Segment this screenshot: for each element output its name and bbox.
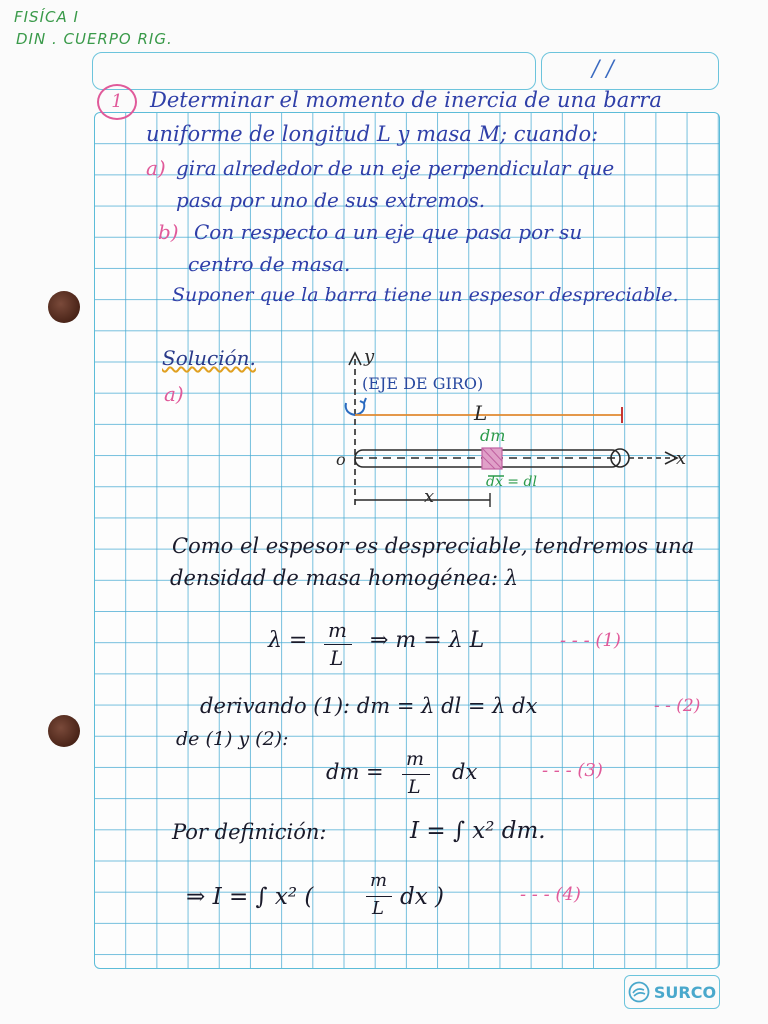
axis-caption: (EJE DE GIRO) xyxy=(362,374,484,393)
problem-note: Suponer que la barra tiene un espesor despreciable. xyxy=(172,284,679,306)
eq5-denominator: L xyxy=(372,898,384,919)
problem-line-1: Determinar el momento de inercia de una barra xyxy=(150,88,662,112)
dm-label: dm xyxy=(480,426,506,445)
x-distance-label: x xyxy=(424,486,435,507)
length-label: L xyxy=(474,401,488,425)
eq3-fraction-bar xyxy=(402,774,430,775)
derive-line: derivando (1): dm = λ dl = λ dx xyxy=(200,694,538,718)
solution-title: Solución. xyxy=(162,346,256,370)
x-axis-label: x xyxy=(676,448,687,469)
eq1-lhs: λ = xyxy=(268,628,308,653)
eq5-numerator: m xyxy=(370,870,388,891)
eq1-numerator: m xyxy=(328,618,347,642)
eq5-lhs: ⇒ I = ∫ x² ( xyxy=(186,884,314,910)
text-line-1: Como el espesor es despreciable, tendremos una xyxy=(172,534,695,558)
binder-hole-bottom xyxy=(48,715,80,747)
eq5-tag: - - - (4) xyxy=(520,884,581,905)
surco-logo-text: SURCO xyxy=(653,982,717,1002)
eq1-rhs: ⇒ m = λ L xyxy=(370,628,485,653)
eq4-main: I = ∫ x² dm. xyxy=(410,818,546,844)
date-marks: / / xyxy=(592,57,614,82)
eq5-rhs: dx ) xyxy=(400,884,444,910)
course-title: FISÍCA I xyxy=(14,8,79,26)
eq1-tag: - - - (1) xyxy=(560,630,621,651)
part-b-line-2: centro de masa. xyxy=(188,252,351,276)
text-line-2: densidad de masa homogénea: λ xyxy=(170,566,519,590)
eq3-lhs: dm = xyxy=(326,760,384,784)
topic-title: DIN . CUERPO RIG. xyxy=(16,30,173,48)
origin-label: o xyxy=(336,450,346,469)
eq3-tag: - - - (3) xyxy=(542,760,603,781)
part-a-line-1: gira alrededor de un eje perpendicular que xyxy=(176,156,615,180)
eq1-denominator: L xyxy=(330,646,344,670)
part-b-line-1: Con respecto a un eje que pasa por su xyxy=(194,220,583,244)
definition-label: Por definición: xyxy=(172,820,327,844)
eq1-fraction-bar xyxy=(324,644,352,645)
y-axis-label: y xyxy=(364,346,375,367)
eq3-numerator: m xyxy=(406,748,425,770)
part-a-line-2: pasa por uno de sus extremos. xyxy=(176,188,486,212)
eq5-fraction-bar xyxy=(366,896,392,897)
solution-part-a: a) xyxy=(164,382,184,406)
problem-line-2: uniforme de longitud L y masa M; cuando: xyxy=(146,122,599,146)
binder-hole-top xyxy=(48,291,80,323)
combine-line: de (1) y (2): xyxy=(176,728,289,750)
problem-number: 1 xyxy=(97,84,137,120)
surco-logo xyxy=(624,975,720,1009)
header-date-box xyxy=(541,52,719,90)
eq3-rhs: dx xyxy=(452,760,478,784)
dx-label: dx = dl xyxy=(486,474,537,490)
header-name-box xyxy=(92,52,536,90)
part-a-label: a) xyxy=(146,156,166,180)
eq3-denominator: L xyxy=(408,776,421,798)
part-b-label: b) xyxy=(158,220,179,244)
eq2-tag: - - (2) xyxy=(654,696,701,716)
surco-logo-icon xyxy=(628,981,650,1003)
